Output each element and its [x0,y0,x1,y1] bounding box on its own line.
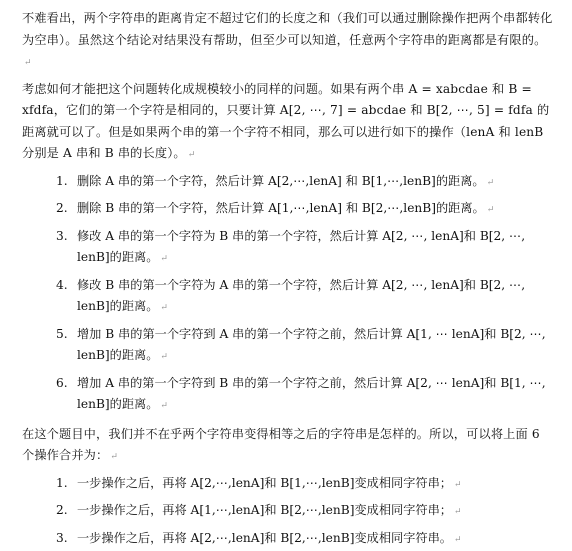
list-item-text: 一步操作之后，再将 A[1,⋯,lenA]和 B[2,⋯,lenB]变成相同字符串； [77,503,452,517]
merge-paragraph [22,424,554,469]
list-item [22,473,554,497]
operations-list [22,171,554,418]
paragraph-mark-icon: ↵ [24,58,32,68]
list-item [22,324,554,369]
list-item [22,528,554,551]
list-number: 1. [56,171,74,193]
intro-paragraph [22,8,554,75]
list-item-text: 删除 A 串的第一个字符，然后计算 A[2,⋯,lenA] 和 B[1,⋯,lenB]的距离。 [77,174,485,188]
list-item [22,500,554,524]
list-item-text: 删除 B 串的第一个字符，然后计算 A[1,⋯,lenA] 和 B[2,⋯,lenB]的距离。 [77,201,485,215]
paragraph-mark-icon: ↵ [160,303,168,313]
paragraph-mark-icon: ↵ [110,452,118,462]
list-number: 2. [56,198,74,220]
intro-text: 不难看出，两个字符串的距离肯定不超过它们的长度之和（我们可以通过删除操作把两个串都转化为空串）。虽然这个结论对结果没有帮助，但至少可以知道，任意两个字符串的距离都是有限的。 [22,11,553,47]
paragraph-mark-icon: ↵ [160,254,168,264]
list-number: 6. [56,373,74,395]
list-number: 4. [56,275,74,297]
list-item-text: 修改 B 串的第一个字符为 A 串的第一个字符，然后计算 A[2, ⋯, lenA]和 B[2, ⋯, lenB]的距离。 [77,278,525,314]
list-number: 3. [56,528,74,550]
list-item [22,198,554,222]
merge-text: 在这个题目中，我们并不在乎两个字符串变得相等之后的字符串是怎样的。所以，可以将上面 6 个操作合并为： [22,427,540,463]
list-item [22,275,554,320]
problem-paragraph [22,79,554,167]
problem-text: 考虑如何才能把这个问题转化成规模较小的同样的问题。如果有两个串 A = xabcdae 和 B = xfdfa，它们的第一个字符是相同的，只要计算 A[2, ⋯, 7] = abcdae 和 B[2, ⋯, 5] = fdfa 的距离就可以了。但是如果两个串的第一个字符不相同，那么可以进行如下的操作（lenA 和 lenB 分别是 A 串和 B 串的长度）。 [22,82,549,161]
merged-operations-list [22,473,554,551]
paragraph-mark-icon: ↵ [454,480,462,490]
list-item-text: 一步操作之后，再将 A[2,⋯,lenA]和 B[1,⋯,lenB]变成相同字符串； [77,476,452,490]
list-item-text: 增加 A 串的第一个字符到 B 串的第一个字符之前，然后计算 A[2, ⋯ lenA]和 B[1, ⋯, lenB]的距离。 [77,376,546,412]
list-number: 3. [56,226,74,248]
paragraph-mark-icon: ↵ [160,401,168,411]
paragraph-mark-icon: ↵ [454,507,462,517]
list-item [22,171,554,195]
list-item-text: 一步操作之后，再将 A[2,⋯,lenA]和 B[2,⋯,lenB]变成相同字符串。 [77,531,452,545]
list-number: 5. [56,324,74,346]
list-item [22,373,554,418]
paragraph-mark-icon: ↵ [487,205,495,215]
list-item-text: 增加 B 串的第一个字符到 A 串的第一个字符之前，然后计算 A[1, ⋯ lenA]和 B[2, ⋯, lenB]的距离。 [77,327,546,363]
paragraph-mark-icon: ↵ [188,150,196,160]
paragraph-mark-icon: ↵ [454,535,462,545]
paragraph-mark-icon: ↵ [160,352,168,362]
paragraph-mark-icon: ↵ [487,178,495,188]
list-item [22,226,554,271]
list-item-text: 修改 A 串的第一个字符为 B 串的第一个字符，然后计算 A[2, ⋯, lenA]和 B[2, ⋯, lenB]的距离。 [77,229,525,265]
list-number: 2. [56,500,74,522]
list-number: 1. [56,473,74,495]
